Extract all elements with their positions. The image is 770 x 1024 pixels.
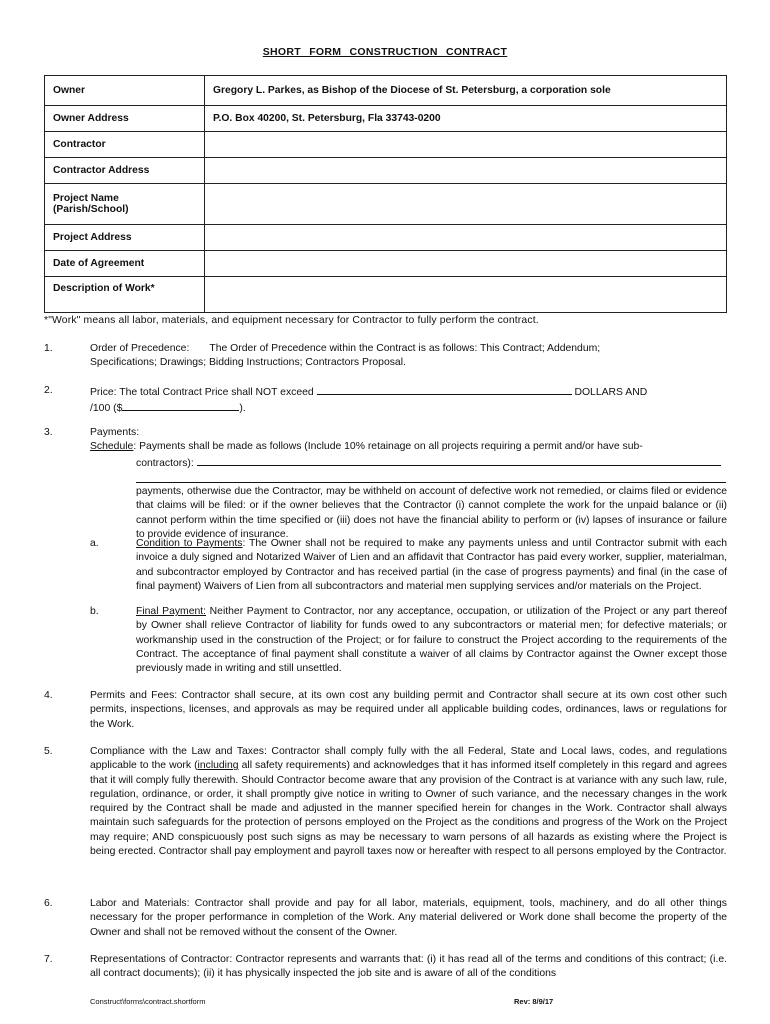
contract-info-table: [44, 75, 727, 313]
table-row: [45, 76, 727, 106]
sub-clause-letter: b.: [90, 606, 99, 617]
table-row: [45, 277, 727, 313]
clause-body: Labor and Materials: Contractor shall provide and pay for all labor, materials, equipment, tools, machinery, and do all other things necessary for the proper performance in completion of the Work. Any material delivered or Work done shall become the property of the Owner and shall not be removed without the consent of the Owner.: [90, 898, 727, 938]
owner-value: Gregory L. Parkes, as Bishop of the Diocese of St. Petersburg, a corporation sole: [205, 76, 727, 106]
clause-text: Compliance with the Law and Taxes: Contractor shall comply fully with the all Federal, State and Local laws, codes, and regulations applicable to the work (: [90, 746, 727, 772]
table-row: [45, 184, 727, 225]
price-text: Price: The total Contract Price shall NOT exceed: [90, 387, 317, 398]
owner-address-value: P.O. Box 40200, St. Petersburg, Fla 33743-0200: [205, 106, 727, 132]
project-name-label-line1: Project Name: [53, 193, 119, 204]
clause-number: 5.: [44, 746, 53, 757]
clause-permits-and-fees: [44, 689, 727, 733]
clause-line: [90, 384, 727, 400]
clause-text-underlined: including: [197, 760, 239, 772]
project-name-label: [45, 184, 205, 225]
clause-number: 3.: [44, 427, 53, 438]
clause-line: Order of Precedence: The Order of Precedence within the Contract is as follows: This Contract; Addendum;: [90, 343, 601, 354]
sub-clause-text: [136, 605, 727, 676]
clause-number: 2.: [44, 385, 53, 396]
table-row: [45, 106, 727, 132]
sub-clause-letter: a.: [90, 538, 99, 549]
payments-heading: Payments:: [90, 427, 140, 438]
contractors-line: [90, 455, 727, 471]
clause-labor-and-materials: [44, 897, 727, 941]
clause-body: [90, 745, 727, 859]
project-address-label: Project Address: [45, 225, 205, 251]
sub-clause-heading: Final Payment:: [136, 606, 207, 617]
table-row: [45, 158, 727, 184]
clause-body: Representations of Contractor: Contractor represents and warrants that: (i) it has read all of the terms and conditions of this contract; (i.e. all contract documents); (ii) it has physically inspected the job site and is aware of all of the conditions: [90, 954, 727, 980]
schedule-label: Schedule: [90, 441, 134, 453]
sub-clause-text: [136, 537, 727, 594]
withholding-text: payments, otherwise due the Contractor, may be withheld on account of defective work not remedied, or claims filed or evidence that claims will be filed: or if the owner believes that the Contractor (i) cannot complete the work for the unpaid balance or (ii) cannot perform within the time specified or (iii) does not have the financial ability to perform or (iv) lapses of insurance or failure to provide evidence of insurance.: [136, 486, 727, 540]
schedule-blank[interactable]: [197, 455, 721, 466]
schedule-text: : Payments shall be made as follows (Include 10% retainage on all projects requiring a permit and/or have sub-: [133, 441, 643, 453]
project-name-value[interactable]: [205, 184, 727, 225]
contractor-address-label: Contractor Address: [45, 158, 205, 184]
clause-body: Permits and Fees: Contractor shall secure, at its own cost any building permit and Contractor shall secure at its own cost other such permits, inspections, licenses, and approvals as may be required under all applicable building codes, ordinances, laws or regulations for the Work.: [90, 690, 727, 730]
clause-number: 7.: [44, 954, 53, 965]
cents-text: /100 ($: [90, 403, 123, 415]
clause-representations: [44, 953, 727, 983]
project-name-label-line2: (Parish/School): [53, 204, 129, 215]
clause-number: 1.: [44, 343, 53, 354]
footer-file-path: Construct\forms\contract.shortform: [90, 997, 206, 1006]
table-row: [45, 251, 727, 277]
owner-address-label: Owner Address: [45, 106, 205, 132]
clause-number: 6.: [44, 898, 53, 909]
description-of-work-value[interactable]: [205, 277, 727, 313]
sub-clause-condition-to-payments: [90, 537, 727, 607]
date-of-agreement-label: Date of Agreement: [45, 251, 205, 277]
description-of-work-label: Description of Work*: [45, 277, 205, 313]
sub-clause-body: Neither Payment to Contractor, nor any acceptance, occupation, or utilization of the Project or any part thereof by Owner shall relieve Contractor of liability for funds owed to any subcontractors or material men; for defective materials; or workmanship used in the construction of the Project; or for failure to construct the Project according to the requirements of the Contract. The acceptance of final payment shall constitute a waiver of all claims by Contractor against the Owner except those previously made in writing and still unsettled.: [136, 606, 727, 675]
contractor-label: Contractor: [45, 132, 205, 158]
withholding-paragraph: [44, 485, 727, 540]
clause-order-of-precedence: [44, 342, 727, 372]
price-amount-blank[interactable]: [122, 400, 239, 411]
clause-compliance: [44, 745, 727, 885]
contractors-text: contractors):: [136, 457, 197, 469]
clause-body: [90, 426, 727, 471]
clause-line: [90, 400, 727, 416]
clause-body: [90, 342, 727, 371]
price-words-blank[interactable]: [317, 384, 572, 395]
footer-revision: Rev: 8/9/17: [514, 997, 554, 1006]
table-row: [45, 225, 727, 251]
contractor-value[interactable]: [205, 132, 727, 158]
sub-clause-body: : The Owner shall not be required to make any payments unless and until Contractor submit with each invoice a duly signed and Notarized Waiver of Lien and an affidavit that Contractor has paid every worker, supplier, materialman, and subcontractor employed by Contractor and has received partial (in the case of progress payments) and final (in the case of final payment) Waivers of Lien from all subcontractors and material men supplying services and/or materials on the Project.: [136, 538, 727, 592]
owner-label: Owner: [45, 76, 205, 106]
clause-number: 4.: [44, 690, 53, 701]
work-definition-footnote: *"Work" means all labor, materials, and equipment necessary for Contractor to fully perform the contract.: [44, 315, 539, 326]
document-title: SHORT FORM CONSTRUCTION CONTRACT: [262, 46, 508, 58]
project-address-value[interactable]: [205, 225, 727, 251]
sub-clause-final-payment: [90, 605, 727, 675]
price-dollars-text: DOLLARS AND: [571, 387, 648, 398]
closing-text: ).: [239, 403, 246, 415]
clause-text: all safety requirements) and acknowledges that it has informed itself completely in this regard and agrees that it will comply fully therewith. Should Contractor become aware that any provision of the Contract is at variance with any such law, rule, regulation, ordinance, or order, it shall promptly give notice in writing to Owner of such variance, and the necessary changes in the work required by the Contract shall be made and adjusted in the manner specified herein for changes in the Work. Contractor shall always maintain such safeguards for the protection of persons employed on the Project as the conditions and progress of the Work on the Project may require; AND conspicuously post such signs as may be necessary to warn persons of all hazards as existing where the Project is being erected. Contractor shall pay employment and payroll taxes now or hereafter with respect to all persons employed by the Contractor.: [90, 760, 727, 858]
clause-line: Specifications; Drawings; Bidding Instructions; Contractors Proposal.: [90, 357, 406, 369]
clause-price: [44, 384, 727, 414]
table-row: [45, 132, 727, 158]
sub-clause-heading: Condition to Payments: [136, 538, 243, 549]
schedule-line: [90, 440, 727, 454]
contractor-address-value[interactable]: [205, 158, 727, 184]
clause-body: [90, 384, 727, 417]
schedule-blank-line[interactable]: [136, 482, 726, 483]
date-of-agreement-value[interactable]: [205, 251, 727, 277]
